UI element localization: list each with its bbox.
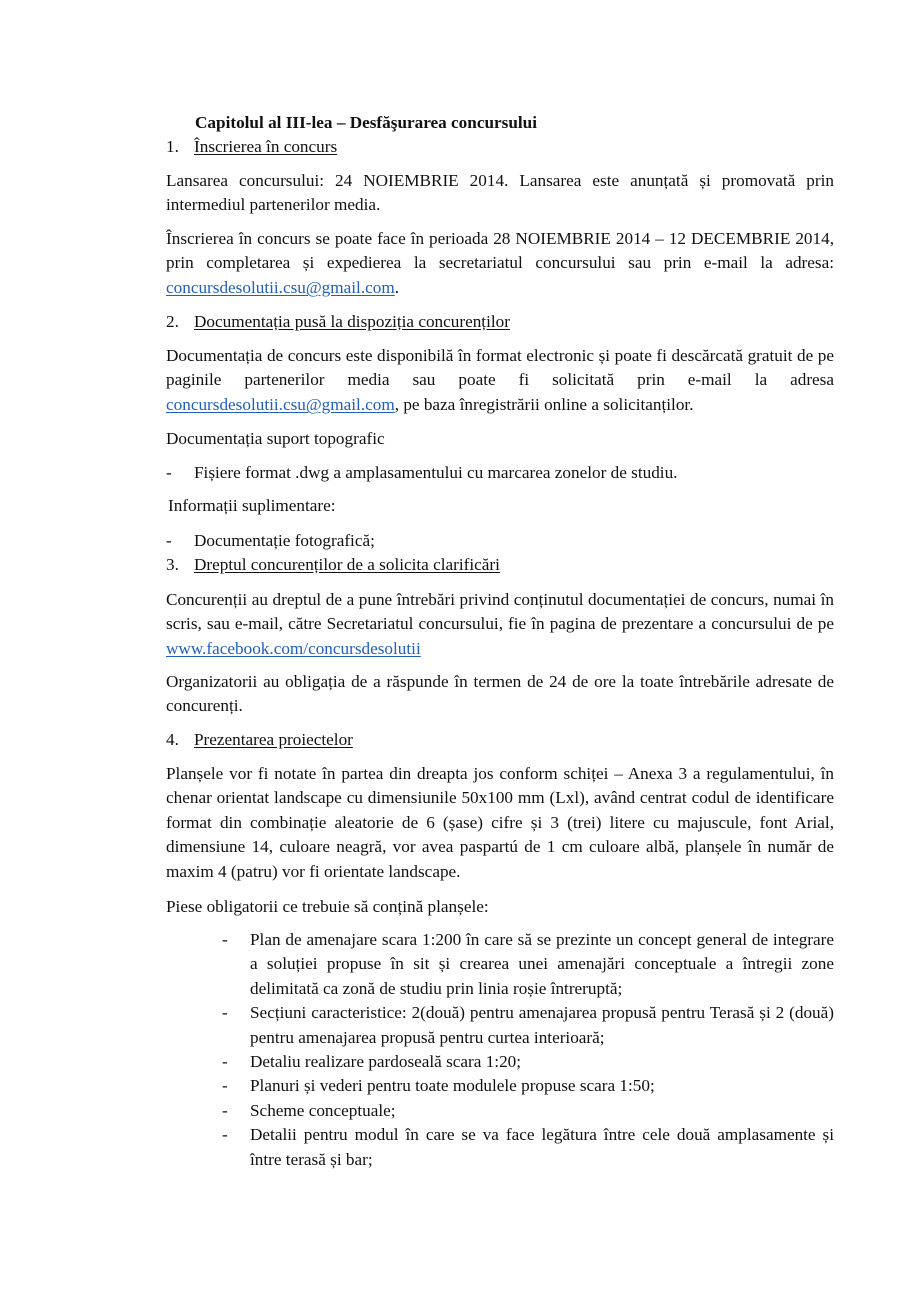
list-item-text: Plan de amenajare scara 1:200 în care să se prezinte un concept general de integrare a soluției propuse în sit și crearea unei amenajări conceptuale a întregii zone delimitată ca zonă de studiu prin linia roșie întreruptă; — [250, 930, 834, 998]
list-item-text: Scheme conceptuale; — [250, 1100, 396, 1120]
paragraph-launch: Lansarea concursului: 24 NOIEMBRIE 2014. Lansarea este anunțată și promovată prin intermediul partenerilor media. — [166, 171, 834, 215]
punctuation: . — [394, 277, 400, 297]
chapter-title: Capitolul al III-lea – Desfăşurarea concursului — [195, 113, 538, 132]
section-title: Înscrierea în concurs — [194, 137, 338, 156]
dash-bullet: - — [166, 531, 172, 550]
section-number: 4. — [166, 730, 179, 749]
list-item — [222, 1074, 834, 1098]
dash-bullet: - — [222, 1003, 228, 1023]
section-title: Documentația pusă la dispoziția concurenților — [194, 312, 510, 331]
topo-list-item — [166, 461, 677, 485]
section-number: 2. — [166, 312, 179, 331]
list-item-text: Detaliu realizare pardoseală scara 1:20; — [250, 1052, 522, 1072]
section-title: Dreptul concurenților de a solicita clarificări — [194, 555, 500, 574]
email-link[interactable]: concursdesolutii.csu@gmail.com — [166, 277, 395, 297]
dash-bullet: - — [222, 1076, 228, 1096]
dash-bullet: - — [166, 463, 172, 482]
dash-bullet: - — [222, 1100, 228, 1120]
section-1-heading — [166, 135, 337, 159]
required-pieces-list — [222, 928, 834, 1172]
list-item-text: Detalii pentru modul în care se va face legătura între cele două amplasamente și între terasă și bar; — [250, 1125, 834, 1169]
dash-bullet: - — [222, 1052, 228, 1072]
email-link[interactable]: concursdesolutii.csu@gmail.com — [166, 394, 395, 414]
paragraph-documentation — [166, 344, 834, 417]
list-item — [222, 1050, 834, 1074]
section-title: Prezentarea proiectelor — [194, 730, 353, 749]
dash-bullet: - — [222, 930, 228, 949]
info-label: Informații suplimentare: — [168, 496, 336, 515]
list-item — [222, 1123, 834, 1172]
list-item-text: Planuri și vederi pentru toate modulele propuse scara 1:50; — [250, 1076, 655, 1096]
paragraph-text: Documentația de concurs este disponibilă în format electronic și poate fi descărcată gratuit de pe paginile partenerilor media sau poate fi solicitată prin e-mail la adresa — [166, 346, 834, 390]
list-item — [222, 1099, 834, 1123]
topo-label: Documentația suport topografic — [166, 429, 385, 448]
paragraph-text: Concurenții au dreptul de a pune întrebări privind conținutul documentației de concurs, numai în scris, sau e-mail, către Secretariatul concursului, fie în pagina de prezentare a concursului de pe — [166, 590, 834, 634]
dash-bullet: - — [222, 1125, 228, 1145]
list-item-text: Documentație fotografică; — [194, 531, 375, 550]
paragraph-questions — [166, 588, 834, 661]
list-item-text: Fișiere format .dwg a amplasamentului cu marcarea zonelor de studiu. — [194, 463, 678, 482]
paragraph-answers: Organizatorii au obligația de a răspunde în termen de 24 de ore la toate întrebările adresate de concurenți. — [166, 672, 834, 716]
section-number: 1. — [166, 137, 179, 156]
paragraph-registration — [166, 227, 834, 300]
list-item — [222, 1001, 834, 1050]
paragraph-boards: Planșele vor fi notate în partea din dreapta jos conform schiței – Anexa 3 a regulamentului, în chenar orientat landscape cu dimensiunile 50x100 mm (Lxl), având centrat codul de identificare format din combinație aleatorie de 6 (șase) cifre și 3 (trei) litere cu majuscule, font Arial, dimensiune 14, culoare neagră, vor avea paspartú de 1 cm culoare albă, planșele în număr de maxim 4 (patru) vor fi orientate landscape. — [166, 764, 834, 881]
paragraph-text-end: , pe baza înregistrării online a solicitanților. — [394, 394, 694, 414]
section-3-heading — [166, 553, 500, 577]
section-2-heading — [166, 310, 510, 334]
info-list-item — [166, 529, 375, 553]
required-pieces-label: Piese obligatorii ce trebuie să conțină planșele: — [166, 897, 489, 916]
list-item — [222, 928, 834, 1001]
paragraph-text: Înscrierea în concurs se poate face în perioada 28 NOIEMBRIE 2014 – 12 DECEMBRIE 2014, prin completarea și expedierea la secretariatul concursului sau prin e-mail la adresa: — [166, 229, 834, 273]
section-4-heading — [166, 728, 353, 752]
section-number: 3. — [166, 555, 179, 574]
list-item-text: Secțiuni caracteristice: 2(două) pentru amenajarea propusă pentru Terasă și 2 (două) pentru amenajarea propusă pentru curtea interioară; — [250, 1003, 834, 1047]
facebook-link[interactable]: www.facebook.com/concursdesolutii — [166, 638, 421, 658]
